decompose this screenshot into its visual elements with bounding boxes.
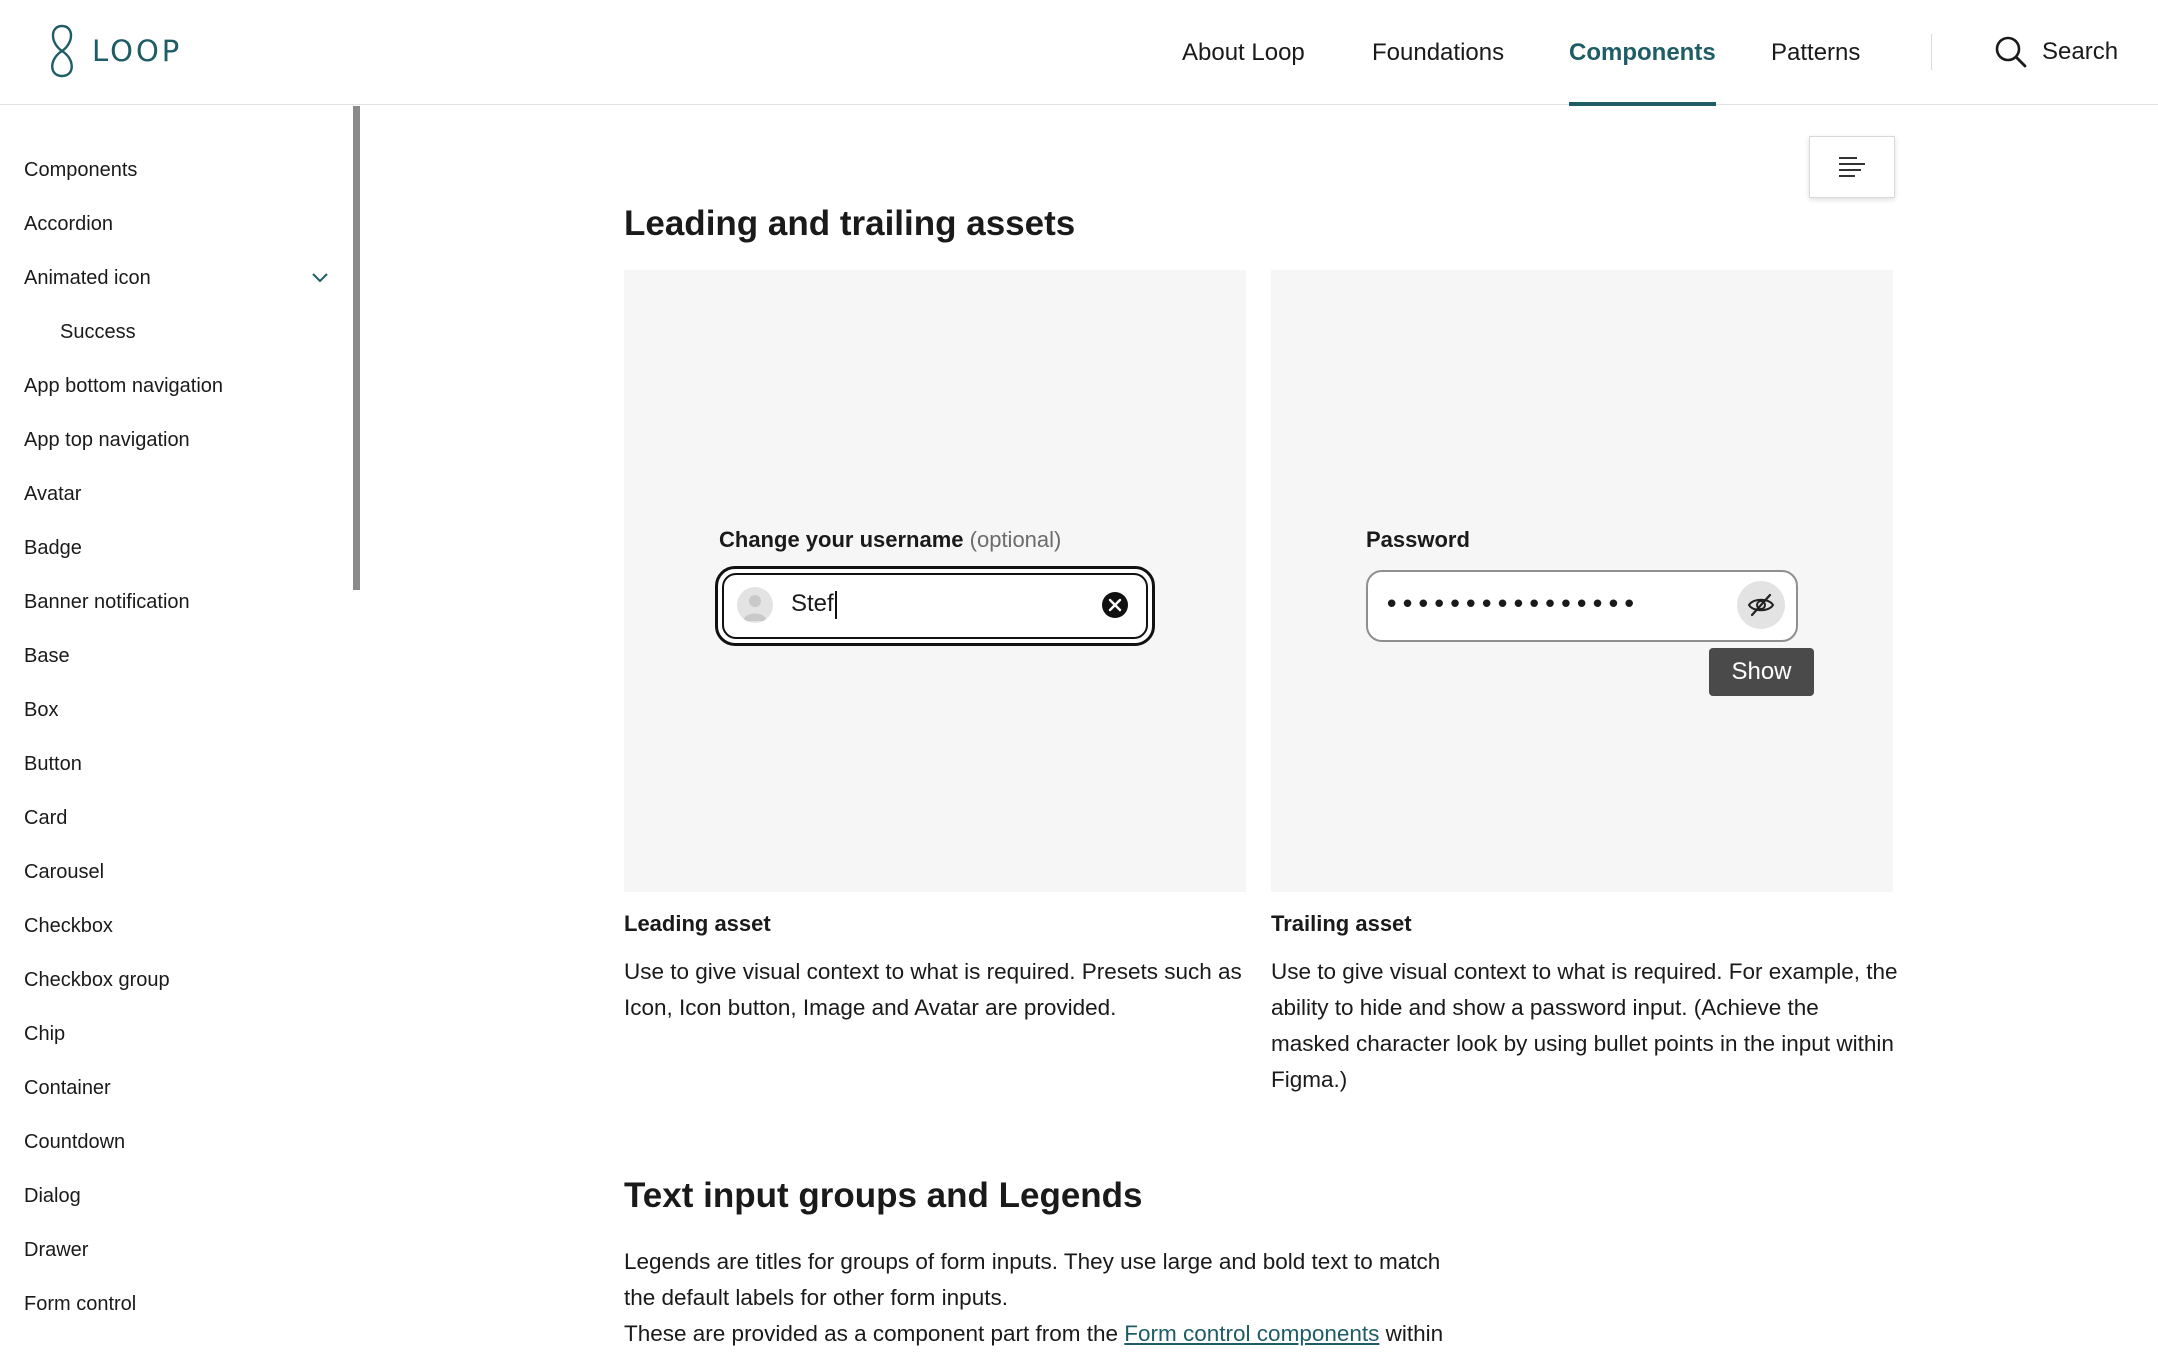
sidebar-item-chip[interactable]: Chip bbox=[24, 1022, 66, 1045]
text-caret bbox=[835, 591, 837, 619]
trailing-asset-title: Trailing asset bbox=[1271, 911, 1412, 936]
chevron-down-icon[interactable] bbox=[310, 263, 330, 293]
sidebar-item-carousel[interactable]: Carousel bbox=[24, 860, 105, 883]
password-field-label: Password bbox=[1366, 527, 1470, 552]
sidebar-item-base[interactable]: Base bbox=[24, 644, 70, 667]
nav-foundations[interactable]: Foundations bbox=[1372, 38, 1505, 66]
logo-text: LOOP bbox=[92, 34, 183, 68]
sidebar-item-accordion[interactable]: Accordion bbox=[24, 212, 113, 235]
username-input[interactable] bbox=[715, 566, 1155, 646]
nav-components[interactable]: Components bbox=[1569, 0, 1716, 105]
form-control-components-link[interactable]: Form control components bbox=[1124, 1321, 1380, 1346]
sidebar-item-countdown[interactable]: Countdown bbox=[24, 1130, 126, 1153]
password-input-value[interactable]: •••••••••••••••• bbox=[1384, 590, 1638, 620]
sidebar-item-container[interactable]: Container bbox=[24, 1076, 111, 1099]
username-field-label bbox=[719, 527, 1061, 553]
trailing-asset-description: Use to give visual context to what is required. For example, the ability to hide and show a password input. (Achieve the masked character look by using bullet points in the input within Figma.) bbox=[1271, 959, 1898, 1092]
sidebar-item-banner-notification[interactable]: Banner notification bbox=[24, 590, 190, 613]
site-header bbox=[0, 0, 2158, 105]
table-of-contents-button[interactable] bbox=[1809, 136, 1895, 198]
section-title-leading-trailing: Leading and trailing assets bbox=[624, 204, 1076, 243]
search-label: Search bbox=[2042, 38, 2119, 65]
search-icon bbox=[1994, 35, 2028, 69]
leading-asset-title: Leading asset bbox=[624, 911, 771, 936]
sidebar-item-success[interactable]: Success bbox=[60, 320, 136, 343]
sidebar-item-avatar[interactable]: Avatar bbox=[24, 482, 82, 505]
search-button[interactable] bbox=[1994, 30, 2118, 74]
note-text-before: These are provided as a component part from the bbox=[624, 1321, 1125, 1346]
loop-logo-icon bbox=[46, 23, 78, 79]
eye-off-icon bbox=[1746, 590, 1776, 620]
sidebar-item-checkbox[interactable]: Checkbox bbox=[24, 914, 113, 937]
sidebar-item-components[interactable]: Components bbox=[24, 158, 138, 181]
legends-description: Legends are titles for groups of form inputs. They use large and bold text to match the default labels for other form inputs. bbox=[624, 1249, 1441, 1310]
section-title-text-input-groups: Text input groups and Legends bbox=[624, 1176, 1143, 1215]
toggle-password-button[interactable] bbox=[1737, 581, 1785, 629]
note-text-after: within bbox=[1379, 1321, 1444, 1346]
sidebar-item-dialog[interactable]: Dialog bbox=[24, 1184, 81, 1207]
sidebar-item-app-bottom-navigation[interactable]: App bottom navigation bbox=[24, 374, 224, 397]
sidebar-item-drawer[interactable]: Drawer bbox=[24, 1238, 89, 1261]
sidebar-item-animated-icon[interactable]: Animated icon bbox=[24, 266, 151, 289]
avatar-placeholder-icon bbox=[737, 587, 773, 623]
nav-about-loop[interactable]: About Loop bbox=[1182, 38, 1305, 66]
username-input-value[interactable] bbox=[791, 590, 837, 619]
nav-patterns[interactable]: Patterns bbox=[1771, 38, 1861, 66]
loop-logo[interactable] bbox=[46, 23, 182, 79]
nav-divider bbox=[1931, 34, 1932, 70]
show-tooltip: Show bbox=[1709, 648, 1814, 696]
sidebar-item-form-control[interactable]: Form control bbox=[24, 1292, 137, 1315]
leading-asset-description: Use to give visual context to what is required. Presets such as Icon, Icon button, Image and Avatar are provided. bbox=[624, 959, 1242, 1020]
clear-icon[interactable] bbox=[1101, 591, 1129, 619]
username-label-text: Change your username bbox=[719, 527, 964, 552]
sidebar-item-app-top-navigation[interactable]: App top navigation bbox=[24, 428, 190, 451]
optional-label: (optional) bbox=[969, 527, 1062, 552]
username-value: Stef bbox=[791, 590, 834, 617]
sidebar-item-button[interactable]: Button bbox=[24, 752, 82, 775]
sidebar-scrollbar[interactable] bbox=[353, 106, 360, 590]
sidebar-item-badge[interactable]: Badge bbox=[24, 536, 82, 559]
sidebar-item-card[interactable]: Card bbox=[24, 806, 68, 829]
legends-component-note bbox=[624, 1316, 1524, 1352]
table-of-contents-icon bbox=[1837, 155, 1867, 179]
sidebar-item-checkbox-group[interactable]: Checkbox group bbox=[24, 968, 170, 991]
sidebar-item-box[interactable]: Box bbox=[24, 698, 59, 721]
